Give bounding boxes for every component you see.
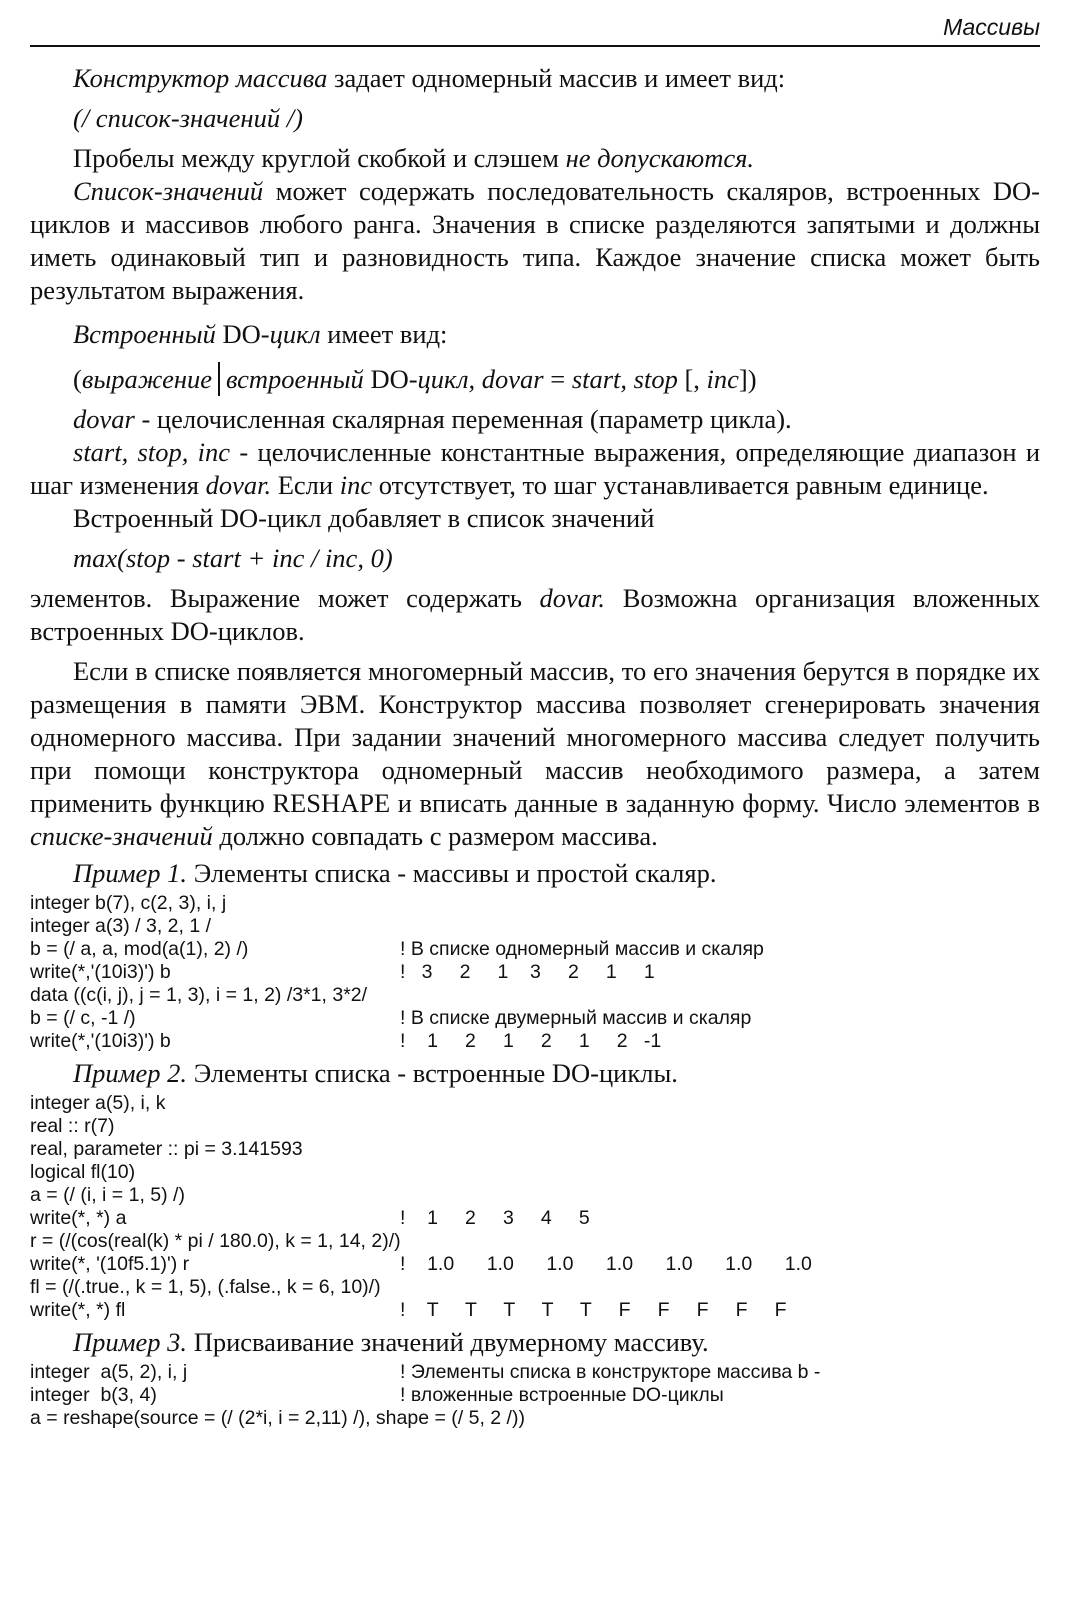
example-caption: Присваивание значений двумерному массиву.: [187, 1327, 709, 1357]
paragraph-spaces: [30, 142, 1040, 175]
code-line: [30, 1184, 1040, 1207]
code-line: [30, 1276, 1040, 1299]
text: Если в списке появляется многомерный массив, то его значения берутся в порядке их размещения в памяти ЭВМ. Конструктор массива позволяет сгенерировать значения одномерного массива. При задании значений многомерного массива следует получить при помощи конструктора одномерный массив необходимого размера, а затем применить функцию RESHAPE и вписать данные в заданную форму. Число элементов в: [30, 656, 1040, 818]
code: write(*, *) a: [30, 1207, 127, 1229]
text: Если: [271, 470, 340, 500]
paragraph-elements: [30, 582, 1040, 648]
text: может содержать последовательность скаляров, встроенных DO-циклов и массивов любого ранга. Значения в списке разделяются запятыми и должны иметь одинаковый тип и разновидность типа. Каждое значение списка может быть результатом выражения.: [30, 176, 1040, 305]
text: Возможна организация вложенных встроенных DO-циклов.: [30, 583, 1040, 646]
formula-text: max(stop - start + inc / inc, 0): [73, 543, 393, 573]
text: должно совпадать с размером массива.: [212, 821, 658, 851]
code: b = (/ a, a, mod(a(1), 2) /): [30, 938, 249, 960]
syntax-term: выражение: [81, 364, 212, 394]
term: dovar.: [205, 470, 272, 500]
syntax-text: DO-: [363, 364, 418, 394]
text: DO-: [215, 319, 270, 349]
code: a = (/ (i, i = 1, 5) /): [30, 1184, 185, 1206]
syntax-list: [30, 102, 1040, 135]
code-line: [30, 1115, 1040, 1138]
example-2-caption: [30, 1057, 1040, 1090]
term: dovar: [73, 404, 135, 434]
example-3-code: [30, 1361, 1040, 1430]
code: real, parameter :: pi = 3.141593: [30, 1138, 303, 1160]
term: списке-значений: [30, 821, 213, 851]
code-comment: ! 1 2 3 4 5: [400, 1207, 590, 1229]
paragraph-dovar: [30, 403, 1040, 436]
code-line: [30, 1230, 1040, 1253]
code: write(*, '(10f5.1)') r: [30, 1253, 190, 1275]
syntax-term: start, stop: [571, 364, 678, 394]
formula: [30, 542, 1040, 575]
code-comment: ! вложенные встроенные DO-циклы: [400, 1384, 724, 1406]
example-label: Пример 3.: [73, 1327, 188, 1357]
code: write(*,'(10i3)') b: [30, 961, 171, 983]
code-line: [30, 961, 1040, 984]
example-3-caption: [30, 1326, 1040, 1359]
text: отсутствует, то шаг устанавливается равным единице.: [372, 470, 989, 500]
code-line: [30, 984, 1040, 1007]
code-line: [30, 1384, 1040, 1407]
syntax-text: (/ список-значений /): [73, 103, 303, 133]
paragraph-adds: [30, 502, 1040, 535]
text: элементов. Выражение может содержать: [30, 583, 540, 613]
syntax-text: =: [543, 364, 572, 394]
code-comment: ! В списке одномерный массив и скаляр: [400, 938, 764, 960]
syntax-implied-do: [30, 362, 1040, 396]
paragraph-multidim: [30, 655, 1040, 853]
code: logical fl(10): [30, 1161, 136, 1183]
code-line: [30, 915, 1040, 938]
running-head: Массивы: [943, 14, 1040, 40]
code-line: [30, 1299, 1040, 1322]
header-rule: [30, 45, 1040, 47]
code-comment: ! T T T T T F F F F F: [400, 1299, 787, 1321]
syntax-text: [,: [677, 364, 707, 394]
code-line: [30, 938, 1040, 961]
example-caption: Элементы списка - встроенные DO-циклы.: [187, 1058, 678, 1088]
code: a = reshape(source = (/ (2*i, i = 2,11) /), shape = (/ 5, 2 /)): [30, 1407, 525, 1429]
term: dovar.: [539, 583, 606, 613]
code-comment: ! 1 2 1 2 1 2 -1: [400, 1030, 662, 1052]
term: Конструктор массива: [73, 63, 328, 93]
example-label: Пример 1.: [73, 858, 188, 888]
code-line: [30, 1138, 1040, 1161]
code: integer b(3, 4): [30, 1384, 157, 1406]
code-comment: ! Элементы списка в конструкторе массива b -: [400, 1361, 821, 1383]
term: Встроенный: [73, 319, 216, 349]
example-1-caption: [30, 857, 1040, 890]
code-line: [30, 892, 1040, 915]
syntax-term: цикл, dovar: [417, 364, 544, 394]
example-caption: Элементы списка - массивы и простой скаляр.: [187, 858, 717, 888]
code-comment: ! 1.0 1.0 1.0 1.0 1.0 1.0 1.0: [400, 1253, 812, 1275]
code-line: [30, 1207, 1040, 1230]
code: integer a(5), i, k: [30, 1092, 166, 1114]
code: r = (/(cos(real(k) * pi / 180.0), k = 1, 14, 2)/): [30, 1230, 401, 1252]
paren: (: [73, 364, 82, 394]
text: Встроенный DO-цикл добавляет в список значений: [73, 503, 655, 533]
code: integer b(7), c(2, 3), i, j: [30, 892, 227, 914]
code-line: [30, 1253, 1040, 1276]
code-line: [30, 1092, 1040, 1115]
code: write(*, *) fl: [30, 1299, 126, 1321]
document-body: [30, 62, 1040, 1434]
code-comment: ! В списке двумерный массив и скаляр: [400, 1007, 752, 1029]
code-line: [30, 1407, 1040, 1430]
example-1-code: [30, 892, 1040, 1053]
term: Список-значений: [73, 176, 264, 206]
code-line: [30, 1007, 1040, 1030]
code-line: [30, 1361, 1040, 1384]
paragraph-value-list: [30, 175, 1040, 307]
code: real :: r(7): [30, 1115, 115, 1137]
paragraph-array-constructor: [30, 62, 1040, 95]
code: write(*,'(10i3)') b: [30, 1030, 171, 1052]
term: inc: [339, 470, 373, 500]
code: fl = (/(.true., k = 1, 5), (.false., k = 6, 10)/): [30, 1276, 381, 1298]
paragraph-implied-do: [30, 318, 1040, 351]
term: start, stop, inc: [73, 437, 231, 467]
paragraph-start-stop-inc: [30, 436, 1040, 502]
example-label: Пример 2.: [73, 1058, 188, 1088]
code: integer a(5, 2), i, j: [30, 1361, 188, 1383]
code-comment: ! 3 2 1 3 2 1 1: [400, 961, 655, 983]
code: integer a(3) / 3, 2, 1 /: [30, 915, 212, 937]
code-line: [30, 1161, 1040, 1184]
syntax-text: ]): [738, 364, 757, 394]
emphasis: не допускаются.: [565, 143, 755, 173]
text: имеет вид:: [320, 319, 448, 349]
code: b = (/ c, -1 /): [30, 1007, 136, 1029]
code-line: [30, 1030, 1040, 1053]
text: Пробелы между круглой скобкой и слэшем: [73, 143, 566, 173]
syntax-term: inc: [706, 364, 739, 394]
term: цикл: [269, 319, 321, 349]
text: задает одномерный массив и имеет вид:: [327, 63, 786, 93]
syntax-term: встроенный: [226, 364, 364, 394]
code: data ((c(i, j), j = 1, 3), i = 1, 2) /3*1, 3*2/: [30, 984, 368, 1006]
text: - целочисленные константные выражения, определяющие диапазон и шаг изменения: [30, 437, 1041, 500]
alternative-bar: [218, 362, 220, 396]
example-2-code: [30, 1092, 1040, 1322]
text: - целочисленная скалярная переменная (параметр цикла).: [134, 404, 792, 434]
